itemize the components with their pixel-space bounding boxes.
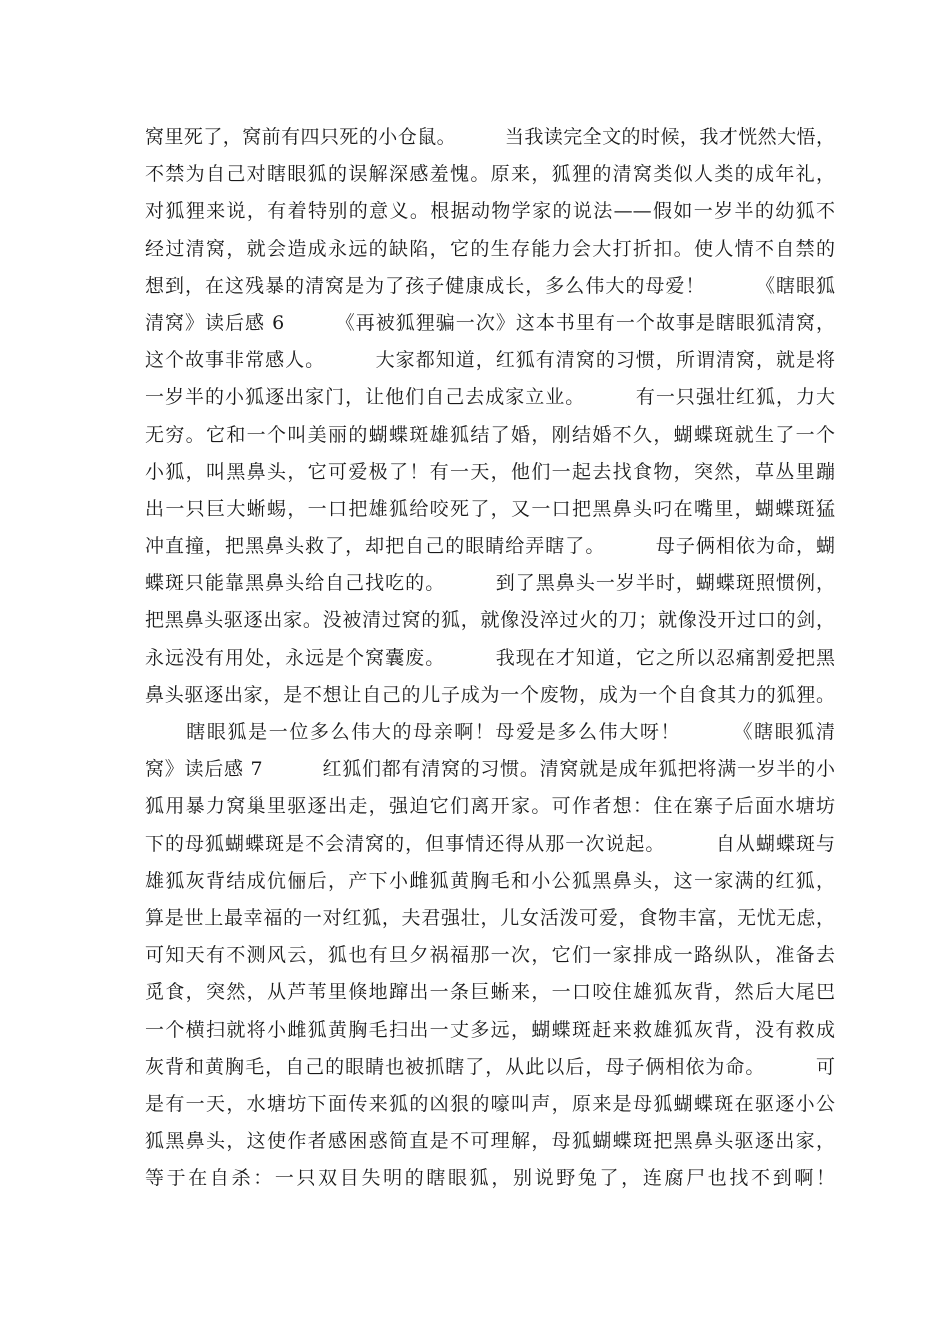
- text-line: 是有一天，水塘坊下面传来狐的凶狠的嚎叫声，原来是母狐蝴蝶斑在驱逐小公: [145, 1092, 835, 1115]
- text-line: 觅食，突然，从芦苇里倏地蹿出一条巨蜥来，一口咬住雄狐灰背，然后大尾巴: [145, 981, 835, 1004]
- text-line: 清窝》读后感 6 《再被狐狸骗一次》这本书里有一个故事是瞎眼狐清窝，: [145, 311, 835, 334]
- text-line: 出一只巨大蜥蜴，一口把雄狐给咬死了，又一口把黑鼻头叼在嘴里，蝴蝶斑猛: [145, 497, 835, 520]
- body-text: [145, 119, 835, 1197]
- text-line: 把黑鼻头驱逐出家。没被清过窝的狐，就像没淬过火的刀；就像没开过口的剑，: [145, 609, 835, 632]
- text-line: 一个横扫就将小雌狐黄胸毛扫出一丈多远，蝴蝶斑赶来救雄狐灰背，没有救成: [145, 1018, 835, 1041]
- text-line: 瞎眼狐是一位多么伟大的母亲啊！母爱是多么伟大呀！ 《瞎眼狐清: [145, 721, 835, 743]
- text-line: 等于在自杀：一只双目失明的瞎眼狐，别说野兔了，连腐尸也找不到啊！: [145, 1167, 835, 1190]
- text-line: 冲直撞，把黑鼻头救了，却把自己的眼睛给弄瞎了。 母子俩相依为命，蝴: [145, 535, 835, 558]
- text-line: 这个故事非常感人。 大家都知道，红狐有清窝的习惯，所谓清窝，就是将: [145, 349, 835, 372]
- text-line: 狐黑鼻头，这使作者感困惑简直是不可理解，母狐蝴蝶斑把黑鼻头驱逐出家，: [145, 1130, 835, 1153]
- text-line: 小狐，叫黑鼻头，它可爱极了！有一天，他们一起去找食物，突然，草丛里蹦: [145, 460, 835, 483]
- text-line: 鼻头驱逐出家，是不想让自己的儿子成为一个废物，成为一个自食其力的狐狸。: [145, 683, 835, 706]
- text-line: 下的母狐蝴蝶斑是不会清窝的，但事情还得从那一次说起。 自从蝴蝶斑与: [145, 832, 835, 855]
- text-line: 算是世上最幸福的一对红狐，夫君强壮，儿女活泼可爱，食物丰富，无忧无虑，: [145, 906, 835, 929]
- text-line: 经过清窝，就会造成永远的缺陷，它的生存能力会大打折扣。使人情不自禁的: [145, 237, 835, 260]
- text-line: 永远没有用处，永远是个窝囊废。 我现在才知道，它之所以忍痛割爱把黑: [145, 646, 835, 669]
- text-line: 可知天有不测风云，狐也有旦夕祸福那一次，它们一家排成一路纵队，准备去: [145, 944, 835, 967]
- text-line: 窝里死了，窝前有四只死的小仓鼠。 当我读完全文的时候，我才恍然大悟，: [145, 126, 835, 148]
- text-line: 蝶斑只能靠黑鼻头给自己找吃的。 到了黑鼻头一岁半时，蝴蝶斑照惯例，: [145, 572, 835, 595]
- text-line: 灰背和黄胸毛，自己的眼睛也被抓瞎了，从此以后，母子俩相依为命。 可: [145, 1055, 835, 1078]
- text-line: 狐用暴力窝巢里驱逐出走，强迫它们离开家。可作者想：住在寨子后面水塘坊: [145, 795, 835, 818]
- text-line: 对狐狸来说，有着特别的意义。根据动物学家的说法——假如一岁半的幼狐不: [145, 200, 835, 223]
- text-line: 无穷。它和一个叫美丽的蝴蝶斑雄狐结了婚，刚结婚不久，蝴蝶斑就生了一个: [145, 423, 835, 446]
- text-line: 一岁半的小狐逐出家门，让他们自己去成家立业。 有一只强壮红狐，力大: [145, 386, 835, 409]
- text-line: 雄狐灰背结成伉俪后，产下小雌狐黄胸毛和小公狐黑鼻头，这一家满的红狐，: [145, 869, 835, 892]
- text-line: 窝》读后感 7 红狐们都有清窝的习惯。清窝就是成年狐把将满一岁半的小: [145, 758, 835, 781]
- text-line: 不禁为自己对瞎眼狐的误解深感羞愧。原来，狐狸的清窝类似人类的成年礼，: [145, 163, 835, 186]
- text-line: 想到，在这残暴的清窝是为了孩子健康成长，多么伟大的母爱！ 《瞎眼狐: [145, 274, 835, 297]
